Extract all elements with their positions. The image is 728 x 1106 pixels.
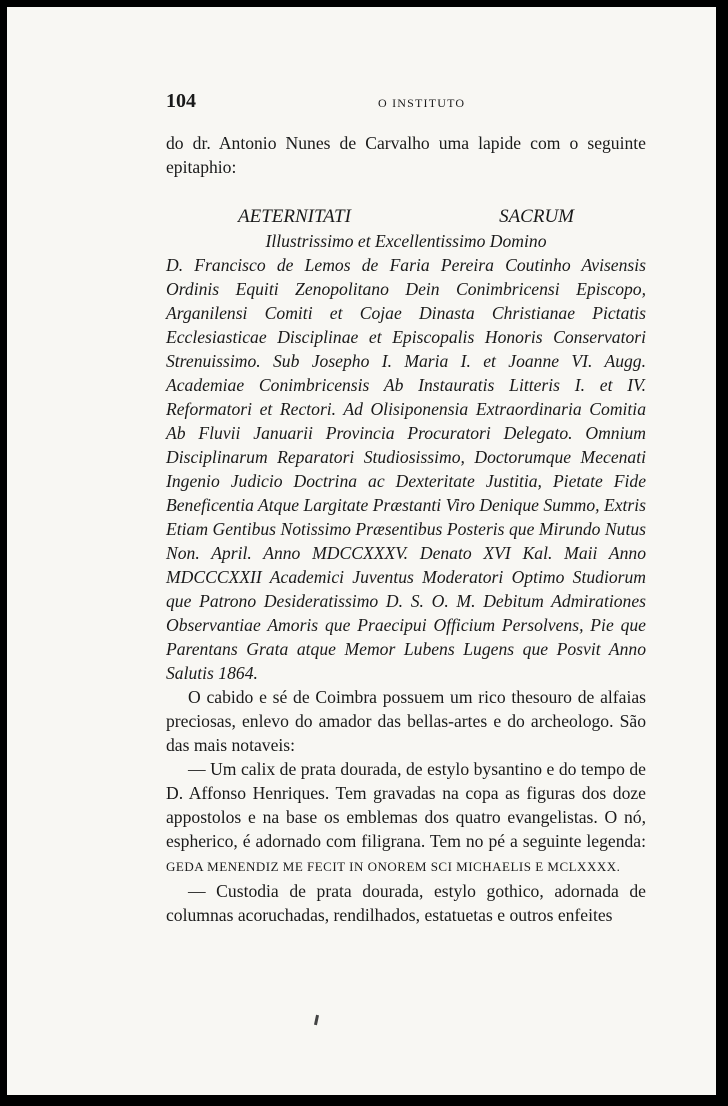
paragraph-monstrance: — Custodia de prata dourada, estylo gothico, adornada de columnas acoruchadas, rendilhados, estatuetas e outros enfeites bbox=[166, 881, 646, 925]
epitaph-heading-right: SACRUM bbox=[499, 206, 574, 227]
epitaph-heading-left: AETERNITATI bbox=[238, 206, 351, 227]
chalice-description: — Um calix de prata dourada, de estylo bysantino e do tempo de D. Affonso Henriques. Tem gravadas na copa as figuras dos doze appostolos e na base os emblemas dos quatro evangelistas. O nó, espherico, é adornado com filigrana. Tem no pé a seguinte legenda: bbox=[166, 759, 646, 851]
epitaph bbox=[166, 205, 646, 685]
ink-mark bbox=[314, 1015, 319, 1025]
epitaph-heading bbox=[166, 205, 646, 229]
epitaph-body: D. Francisco de Lemos de Faria Pereira Coutinho Avisensis Ordinis Equiti Zenopolitano Dein Conimbricensi Episcopo, Arganilensi Comiti et Cojae Dinasta Christianae Pictatis Ecclesiasticae Disciplinae et Episcopalis Honoris Conservatori Strenuissimo. Sub Josepho I. Maria I. et Joanne VI. Augg. Academiae Conimbricensis Ab Instauratis Litteris I. et IV. Reformatori et Rectori. Ad Olisiponensia Extraordinaria Comitia Ab Fluvii Januarii Provincia Procuratori Delegato. Omnium Disciplinarum Reparatori Studiosissimo, Doctorumque Mecenati Ingenio Judicio Doctrina ac Dexteritate Justitia, Pietate Fide Beneficentia Atque Largitate Præstanti Viro Denique Summo, Extris Etiam Gentibus Notissimo Præsentibus Posteris que Mirundo Nutus Non. April. Anno MDCCXXXV. Denato XVI Kal. Maii Anno MDCCCXXII Academici Juventus Moderatori Optimo Studiorum que Patrono Desideratissimo D. S. O. M. Debitum Admirationes Observantiae Amoris que Praecipui Officium Persolvens, Pie que Parentans Grata atque Memor Lubens Lugens que Posvit Anno Salutis 1864. bbox=[166, 255, 646, 683]
body-text bbox=[166, 685, 646, 927]
chalice-inscription: GEDA MENENDIZ ME FECIT IN ONOREM SCI MICHAELIS E MCLXXXX. bbox=[166, 859, 621, 874]
epitaph-subtitle: Illustrissimo et Excellentissimo Domino bbox=[265, 231, 547, 251]
book-page bbox=[7, 7, 716, 1095]
page-number: 104 bbox=[166, 90, 196, 112]
paragraph-treasury: O cabido e sé de Coimbra possuem um rico thesouro de alfaias preciosas, enlevo do amador das bellas-artes e do archeologo. São das mais notaveis: bbox=[166, 687, 646, 755]
running-title: O INSTITUTO bbox=[378, 96, 466, 110]
intro-paragraph: do dr. Antonio Nunes de Carvalho uma lapide com o seguinte epitaphio: bbox=[166, 133, 646, 177]
paragraph-chalice bbox=[166, 757, 646, 879]
page-header bbox=[166, 90, 646, 120]
